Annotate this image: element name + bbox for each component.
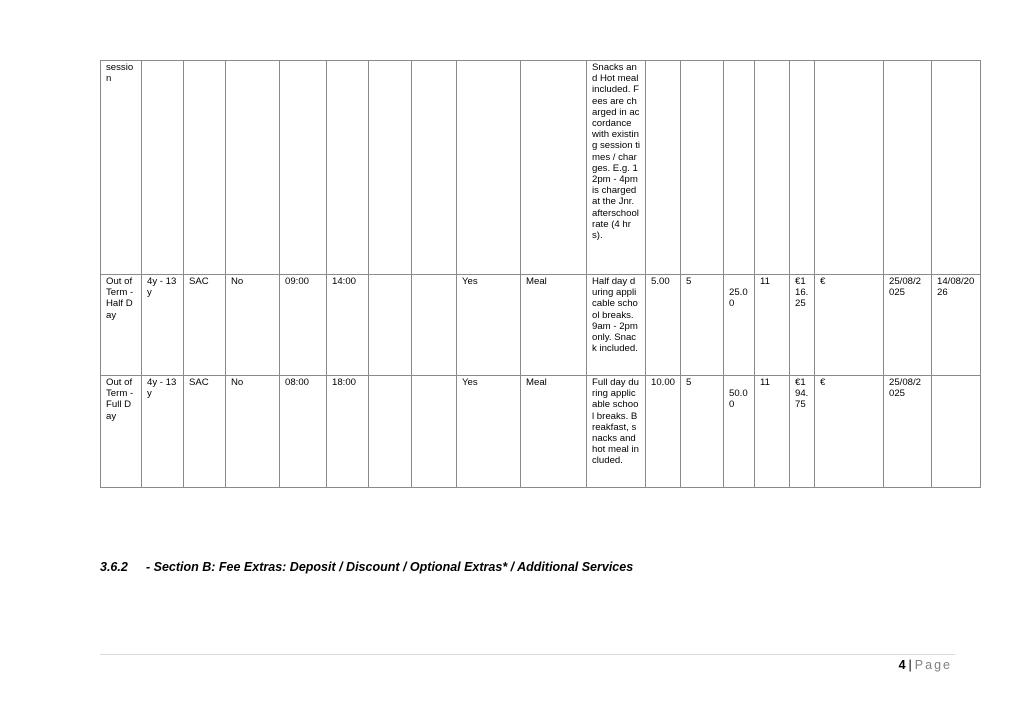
table-cell: 11 [755, 376, 790, 488]
table-cell [724, 61, 755, 275]
table-cell: 5 [681, 376, 724, 488]
table-row [101, 376, 981, 488]
table-cell: No [226, 376, 280, 488]
page-label: Page [914, 658, 952, 672]
page-footer [899, 658, 952, 672]
table-cell: 5.00 [646, 275, 681, 376]
table-cell: € [815, 376, 884, 488]
table-cell [932, 61, 981, 275]
table-cell: 08:00 [280, 376, 327, 488]
table-cell: Meal [521, 275, 587, 376]
table-cell: SAC [184, 376, 226, 488]
table-cell [457, 61, 521, 275]
table-cell: Full day during applicable school breaks. Breakfast, snacks and hot meal included. [587, 376, 646, 488]
table-cell [327, 61, 369, 275]
table-cell [815, 61, 884, 275]
table-cell: Snacks and Hot meal included. Fees are charged in accordance with existing session times / charges. E.g. 12pm - 4pm is charged at the Jnr. afterschool rate (4 hrs). [587, 61, 646, 275]
table-cell: Half day during applicable school breaks. 9am - 2pm only. Snack included. [587, 275, 646, 376]
table-cell: 5 [681, 275, 724, 376]
table-cell [142, 61, 184, 275]
table-cell: 4y - 13y [142, 275, 184, 376]
table-cell [184, 61, 226, 275]
table-cell: 4y - 13y [142, 376, 184, 488]
table-row [101, 275, 981, 376]
table-cell: €116.25 [790, 275, 815, 376]
table-cell: 25/08/2025 [884, 275, 932, 376]
fee-table [100, 60, 981, 488]
table-cell: 25/08/2025 [884, 376, 932, 488]
table-cell: 11 [755, 275, 790, 376]
table-cell [369, 61, 412, 275]
table-cell [412, 376, 457, 488]
page-separator: | [908, 658, 912, 672]
table-cell: No [226, 275, 280, 376]
table-cell: session [101, 61, 142, 275]
table-cell: Yes [457, 376, 521, 488]
section-number: 3.6.2 [100, 560, 128, 574]
table-cell [884, 61, 932, 275]
table-cell: 10.00 [646, 376, 681, 488]
table-cell: 18:00 [327, 376, 369, 488]
table-cell: 14/08/2026 [932, 275, 981, 376]
footer-divider [100, 654, 955, 655]
table-cell [280, 61, 327, 275]
table-cell: Out of Term - Half Day [101, 275, 142, 376]
table-cell: 14:00 [327, 275, 369, 376]
table-cell: 50.00 [724, 376, 755, 488]
table-cell [226, 61, 280, 275]
table-cell [755, 61, 790, 275]
table-cell: € [815, 275, 884, 376]
table-row [101, 61, 981, 275]
table-cell [521, 61, 587, 275]
section-heading [100, 560, 633, 574]
table-cell [412, 61, 457, 275]
table-cell [646, 61, 681, 275]
table-cell [369, 376, 412, 488]
table-cell: 09:00 [280, 275, 327, 376]
table-cell: SAC [184, 275, 226, 376]
section-title: - Section B: Fee Extras: Deposit / Discount / Optional Extras* / Additional Services [146, 560, 634, 574]
table-cell [681, 61, 724, 275]
table-cell: Yes [457, 275, 521, 376]
table-cell: €194.75 [790, 376, 815, 488]
table-cell [369, 275, 412, 376]
page-number: 4 [898, 658, 906, 672]
table-cell [932, 376, 981, 488]
table-cell: Meal [521, 376, 587, 488]
table-cell: Out of Term - Full Day [101, 376, 142, 488]
table-cell: 25.00 [724, 275, 755, 376]
table-cell [790, 61, 815, 275]
table-cell [412, 275, 457, 376]
